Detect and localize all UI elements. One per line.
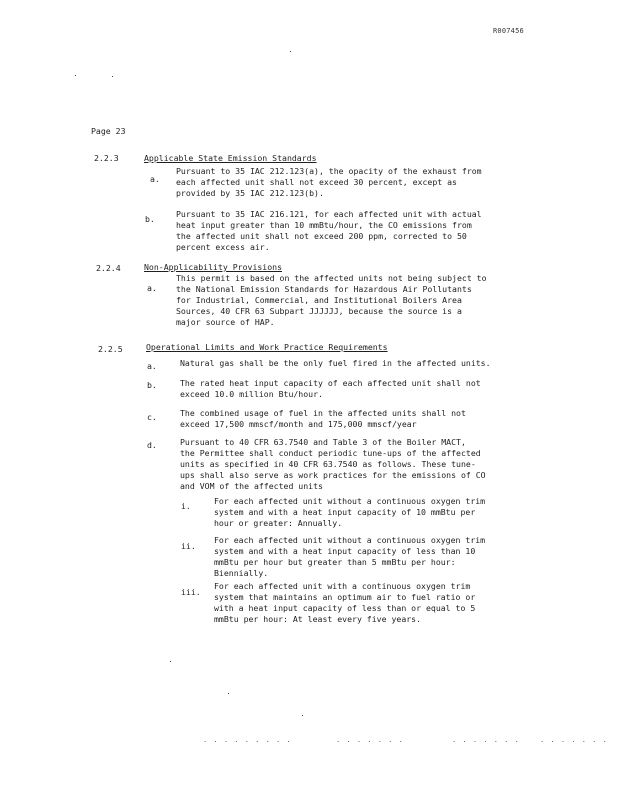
text-line: For each affected unit without a continuous oxygen trim: [214, 496, 486, 506]
text-line: the affected unit shall not exceed 200 ppm, corrected to 50: [176, 231, 467, 241]
scan-speck: [228, 693, 229, 694]
paragraph: [214, 581, 475, 625]
text-line: percent excess air.: [176, 242, 270, 252]
text-line: exceed 17,500 mmscf/month and 175,000 mmscf/year: [180, 419, 417, 429]
text-line: each affected unit shall not exceed 30 percent, except as: [176, 177, 457, 187]
footer-mark: . . . . . . .: [336, 736, 404, 744]
text-line: system that maintains an optimum air to fuel ratio or: [214, 592, 476, 602]
text-line: Sources, 40 CFR 63 Subpart JJJJJJ, because the source is a: [176, 306, 462, 316]
paragraph: [180, 358, 491, 369]
text-line: major source of HAP.: [176, 317, 275, 327]
text-line: the National Emission Standards for Hazardous Air Pollutants: [176, 284, 472, 294]
text-line: The combined usage of fuel in the affected units shall not: [180, 408, 466, 418]
text-line: Pursuant to 35 IAC 216.121, for each affected unit with actual: [176, 209, 482, 219]
document-id: R007456: [493, 27, 524, 35]
text-line: For each affected unit without a continuous oxygen trim: [214, 535, 486, 545]
item-label: a.: [147, 283, 157, 293]
paragraph: [176, 209, 482, 253]
text-line: Pursuant to 35 IAC 212.123(a), the opacity of the exhaust from: [176, 166, 482, 176]
text-line: the Permittee shall conduct periodic tune-ups of the affected: [180, 448, 481, 458]
text-line: ups shall also serve as work practices for the emissions of CO: [180, 470, 486, 480]
subitem-label: iii.: [181, 587, 201, 597]
text-line: Natural gas shall be the only fuel fired in the affected units.: [180, 358, 491, 368]
page-label: Page 23: [91, 126, 126, 136]
text-line: For each affected unit with a continuous oxygen trim: [214, 581, 471, 591]
item-label: a.: [150, 174, 160, 184]
text-line: hour or greater: Annually.: [214, 518, 343, 528]
footer-mark: . . . . . . .: [540, 736, 608, 744]
footer-mark: . . . . . . . . .: [203, 736, 292, 744]
section-number: 2.2.3: [94, 153, 119, 163]
scan-speck: [170, 661, 171, 662]
item-label: b.: [145, 214, 155, 224]
section-title: Applicable State Emission Standards: [144, 153, 317, 163]
item-label: c.: [147, 412, 157, 422]
section-title: Operational Limits and Work Practice Requirements: [146, 342, 388, 352]
text-line: exceed 10.0 million Btu/hour.: [180, 389, 323, 399]
subitem-label: i.: [181, 501, 191, 511]
text-line: and VOM of the affected units: [180, 481, 323, 491]
text-line: units as specified in 40 CFR 63.7540 as follows. These tune-: [180, 459, 476, 469]
text-line: system and with a heat input capacity of less than 10: [214, 546, 476, 556]
text-line: This permit is based on the affected units not being subject to: [176, 273, 487, 283]
paragraph: [180, 408, 466, 430]
paragraph: [214, 496, 485, 529]
scan-speck: [112, 76, 113, 77]
item-label: d.: [147, 440, 157, 450]
section-number: 2.2.4: [96, 263, 121, 273]
paragraph: [214, 535, 485, 579]
text-line: The rated heat input capacity of each affected unit shall not: [180, 378, 481, 388]
text-line: heat input greater than 10 mmBtu/hour, the CO emissions from: [176, 220, 472, 230]
paragraph: [180, 437, 486, 492]
section-title: Non-Applicability Provisions: [144, 262, 283, 272]
subitem-label: ii.: [181, 541, 196, 551]
text-line: mmBtu per hour but greater than 5 mmBtu per hour:: [214, 557, 456, 567]
item-label: a.: [147, 361, 157, 371]
scan-speck: [75, 75, 76, 76]
text-line: mmBtu per hour: At least every five years.: [214, 614, 422, 624]
text-line: for Industrial, Commercial, and Institutional Boilers Area: [176, 295, 462, 305]
paragraph: [176, 166, 482, 199]
item-label: b.: [147, 380, 157, 390]
footer-mark: . . . . . . .: [452, 736, 520, 744]
scan-speck: [302, 715, 303, 716]
text-line: Pursuant to 40 CFR 63.7540 and Table 3 of the Boiler MACT,: [180, 437, 466, 447]
text-line: system and with a heat input capacity of 10 mmBtu per: [214, 507, 476, 517]
text-line: Biennially.: [214, 568, 269, 578]
paragraph: [176, 273, 487, 328]
text-line: provided by 35 IAC 212.123(b).: [176, 188, 324, 198]
text-line: with a heat input capacity of less than or equal to 5: [214, 603, 476, 613]
scan-speck: [290, 51, 291, 52]
section-number: 2.2.5: [98, 344, 123, 354]
paragraph: [180, 378, 481, 400]
